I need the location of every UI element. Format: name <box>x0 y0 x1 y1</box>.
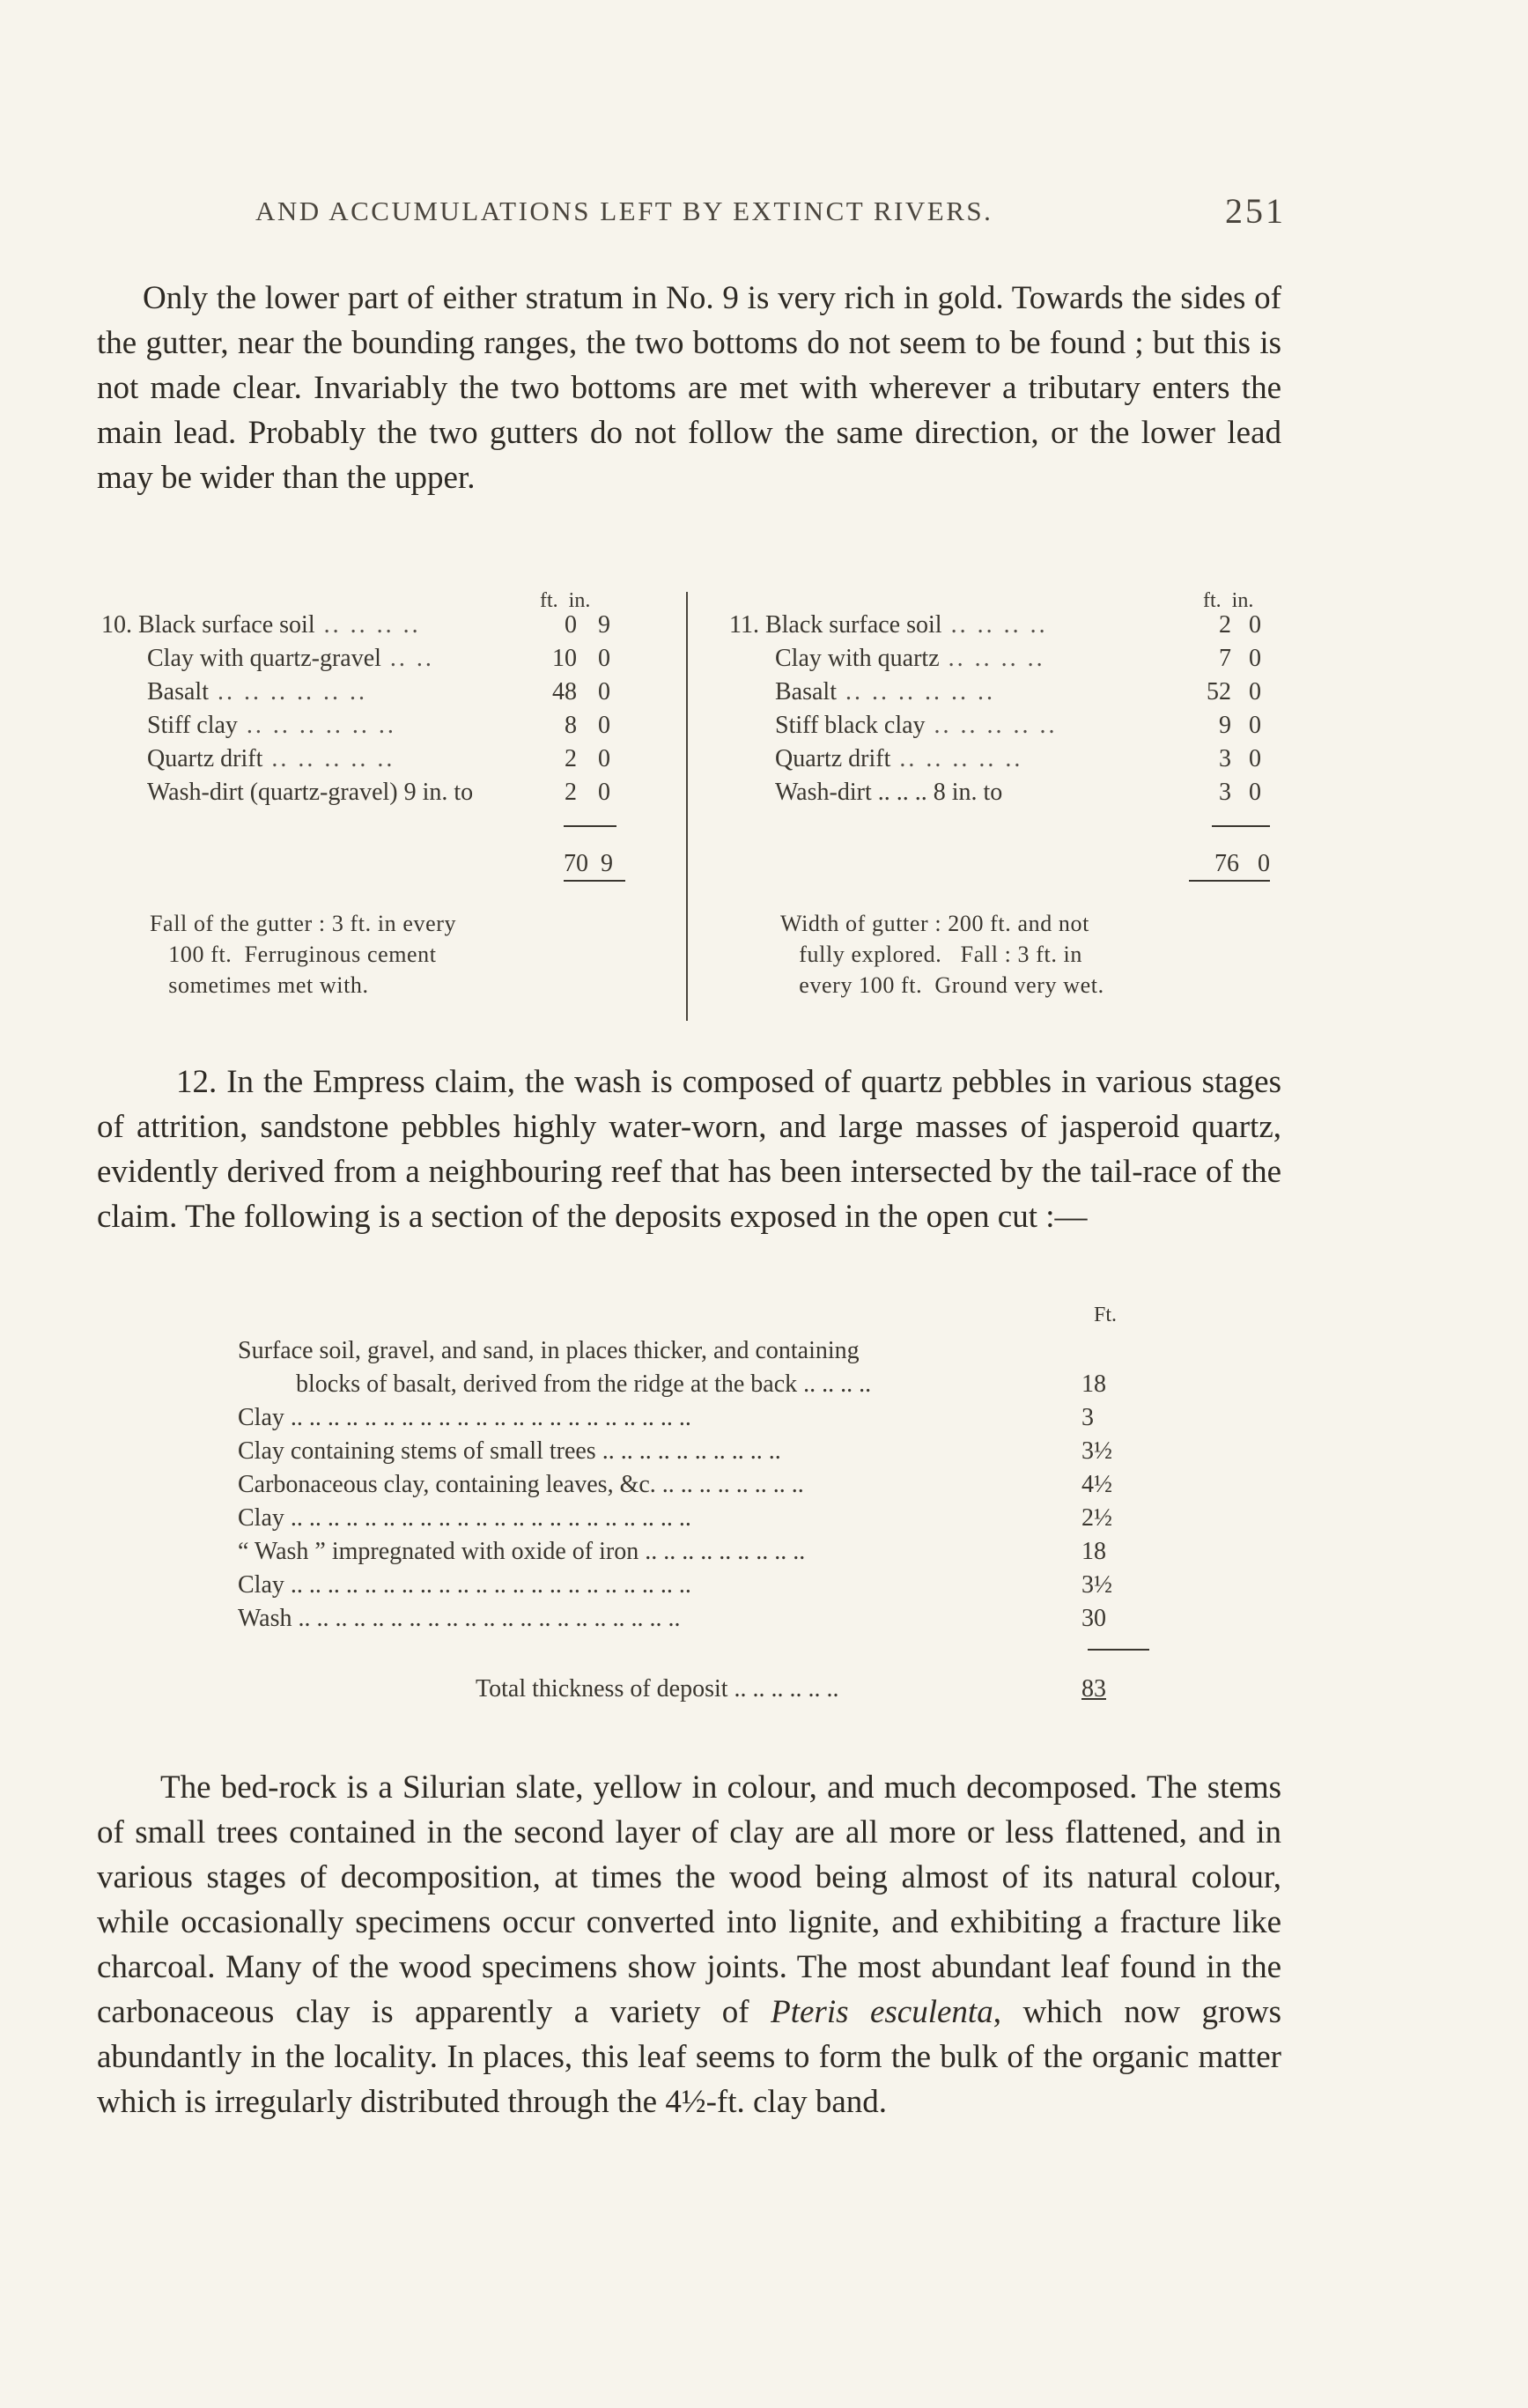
deposit-total-value: 83 <box>1081 1675 1106 1703</box>
page-number: 251 <box>1225 191 1286 231</box>
deposit-units-header: Ft. <box>1093 1304 1117 1326</box>
row-inches: 0 <box>1249 645 1261 672</box>
row-feet: 2 <box>565 745 577 772</box>
paragraph-empress-claim: 12. In the Empress claim, the wash is composed of quartz pebbles in various stages of attrition, sandstone pebbles highly water-worn, and large masses of jasperoid quartz, evidently derived from a neighbouring reef that has been intersected by the tail-race of the claim. The following is a section of the deposits exposed in the open cut :— <box>97 1064 1281 1235</box>
deposit-row-value: 18 <box>1081 1370 1106 1398</box>
section-10-units-header: ft. in. <box>540 589 591 612</box>
deposit-total-row <box>476 1675 1127 1709</box>
deposit-row-value: 3½ <box>1081 1571 1112 1599</box>
paragraph-gold-strata: Only the lower part of either stratum in No. 9 is very rich in gold. Towards the sides of the gutter, near the bounding ranges, the two bottoms do not seem to be found ; but this is not made clear. Invariably the two bottoms are met with wherever a tributary enters the main lead. Probably the two gutters do not follow the same direction, or the lower lead may be wider than the upper. <box>97 280 1281 496</box>
row-feet: 3 <box>1219 779 1231 806</box>
row-label: Basalt .. .. .. .. .. .. <box>147 678 367 705</box>
row-inches: 0 <box>1249 745 1261 772</box>
section-11-units-header: ft. in. <box>1203 589 1254 612</box>
row-label: Wash-dirt (quartz-gravel) 9 in. to <box>147 779 474 806</box>
deposit-row <box>238 1605 1127 1638</box>
deposit-row-label: “ Wash ” impregnated with oxide of iron .. .. .. .. .. .. .. .. .. <box>238 1538 806 1565</box>
row-inches: 0 <box>1249 611 1261 639</box>
row-inches: 0 <box>1249 678 1261 705</box>
row-feet: 9 <box>1219 712 1231 739</box>
row-inches: 0 <box>1249 779 1261 806</box>
row-inches: 0 <box>598 645 610 672</box>
row-feet: 2 <box>565 779 577 806</box>
total-rule <box>1212 825 1270 827</box>
row-label: Clay with quartz-gravel .. .. <box>147 645 434 672</box>
row-label: Quartz drift .. .. .. .. .. <box>147 745 395 772</box>
row-label: 11. Black surface soil .. .. .. .. <box>729 611 1048 639</box>
deposit-row-value: 30 <box>1081 1605 1106 1632</box>
section-10-total: 70 9 <box>564 850 625 882</box>
deposit-row-value: 18 <box>1081 1538 1106 1565</box>
total-rule <box>564 825 616 827</box>
deposit-row <box>238 1504 1127 1538</box>
section-11-table <box>729 589 1275 1030</box>
deposit-row <box>238 1471 1127 1504</box>
section-11-total: 76 0 <box>1189 850 1270 882</box>
deposit-total-label: Total thickness of deposit .. .. .. .. .. .. <box>476 1675 839 1703</box>
section-10-table <box>101 589 647 1030</box>
row-label: Stiff clay .. .. .. .. .. .. <box>147 712 396 739</box>
deposit-row-label: Clay .. .. .. .. .. .. .. .. .. .. .. .. .. .. .. .. .. .. .. .. .. .. <box>238 1404 691 1431</box>
section-11-note: Width of gutter : 200 ft. and not fully explored. Fall : 3 ft. in every 100 ft. Ground very wet. <box>780 911 1104 998</box>
deposit-total-rule <box>1088 1649 1149 1651</box>
row-inches: 0 <box>598 712 610 739</box>
row-inches: 0 <box>598 678 610 705</box>
row-label: Basalt .. .. .. .. .. .. <box>775 678 995 705</box>
row-feet: 8 <box>565 712 577 739</box>
row-feet: 7 <box>1219 645 1231 672</box>
row-inches: 0 <box>598 745 610 772</box>
row-feet: 2 <box>1219 611 1231 639</box>
row-feet: 52 <box>1207 678 1231 705</box>
deposit-row <box>238 1437 1127 1471</box>
row-inches: 0 <box>1249 712 1261 739</box>
row-label: Quartz drift .. .. .. .. .. <box>775 745 1023 772</box>
deposit-row <box>238 1370 1127 1404</box>
deposit-row-label: Carbonaceous clay, containing leaves, &c. .. .. .. .. .. .. .. .. <box>238 1471 804 1498</box>
empress-deposit-table <box>238 1304 1163 1717</box>
deposit-row-value: 3½ <box>1081 1437 1112 1465</box>
row-label: Wash-dirt .. .. .. 8 in. to <box>775 779 1003 806</box>
paragraph-bed-rock: The bed-rock is a Silurian slate, yellow in colour, and much decomposed. The stems of small trees contained in the second layer of clay are all more or less flattened, and in various stages of decomposition, at times the wood being almost of its natural colour, while occasionally specimens occur converted into lignite, and exhibiting a fracture like charcoal. Many of the wood specimens show joints. The most abundant leaf found in the carbonaceous clay is apparently a variety of Pteris esculenta, which now grows abundantly in the locality. In places, this leaf seems to form the bulk of the organic matter which is irregularly distributed through the 4½-ft. clay band. <box>97 1769 1281 2120</box>
deposit-row-label: Clay .. .. .. .. .. .. .. .. .. .. .. .. .. .. .. .. .. .. .. .. .. .. <box>238 1571 691 1599</box>
deposit-row <box>238 1404 1127 1437</box>
row-feet: 48 <box>552 678 577 705</box>
deposit-row <box>238 1538 1127 1571</box>
running-title: AND ACCUMULATIONS LEFT BY EXTINCT RIVERS. <box>255 196 993 226</box>
deposit-row-label: Wash .. .. .. .. .. .. .. .. .. .. .. .. .. .. .. .. .. .. .. .. .. <box>238 1605 681 1632</box>
row-feet: 10 <box>552 645 577 672</box>
deposit-row <box>238 1571 1127 1605</box>
deposit-row-label: Clay containing stems of small trees .. .. .. .. .. .. .. .. .. .. <box>238 1437 781 1465</box>
row-feet: 3 <box>1219 745 1231 772</box>
deposit-row-value: 2½ <box>1081 1504 1112 1532</box>
column-divider <box>686 592 688 1021</box>
row-label: 10. Black surface soil .. .. .. .. <box>101 611 421 639</box>
species-name: Pteris esculenta <box>771 1994 993 2030</box>
deposit-row <box>238 1337 1127 1370</box>
deposit-row-label: Surface soil, gravel, and sand, in places thicker, and containing <box>238 1337 860 1364</box>
row-feet: 0 <box>565 611 577 639</box>
row-inches: 0 <box>598 779 610 806</box>
section-10-note: Fall of the gutter : 3 ft. in every 100 ft. Ferruginous cement sometimes met with. <box>150 911 457 998</box>
deposit-row-label: blocks of basalt, derived from the ridge at the back .. .. .. .. <box>296 1370 872 1398</box>
row-label: Clay with quartz .. .. .. .. <box>775 645 1045 672</box>
deposit-row-value: 3 <box>1081 1404 1094 1431</box>
row-inches: 9 <box>598 611 610 639</box>
deposit-row-value: 4½ <box>1081 1471 1112 1498</box>
deposit-row-label: Clay .. .. .. .. .. .. .. .. .. .. .. .. .. .. .. .. .. .. .. .. .. .. <box>238 1504 691 1532</box>
row-label: Stiff black clay .. .. .. .. .. <box>775 712 1058 739</box>
